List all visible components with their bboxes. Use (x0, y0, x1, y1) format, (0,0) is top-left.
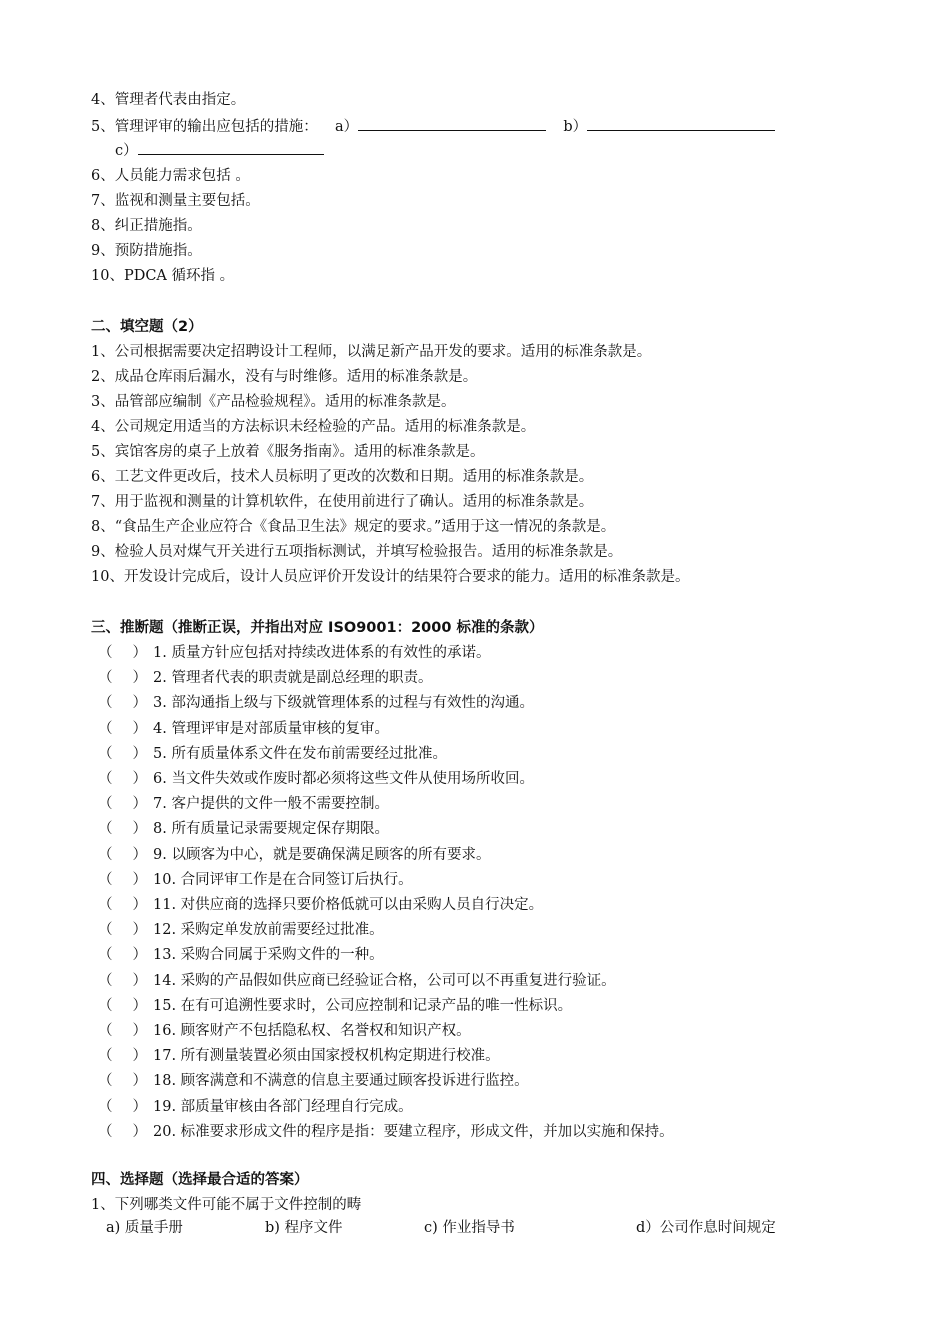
answer-paren-open[interactable]: （ (98, 871, 113, 888)
fill-item: 6、工艺文件更改后，技术人员标明了更改的次数和日期。适用的标准条款是。 (91, 469, 594, 485)
statement-text: 15. 在有可追溯性要求时，公司应控制和记录产品的唯一性标识。 (153, 997, 573, 1014)
answer-paren-close[interactable]: ） (132, 997, 147, 1014)
fill-item: 1、公司根据需要决定招聘设计工程师，以满足新产品开发的要求。适用的标准条款是。 (91, 344, 652, 360)
statement-text: 7. 客户提供的文件一般不需要控制。 (153, 796, 389, 813)
answer-paren-open[interactable]: （ (98, 695, 113, 712)
answer-paren-close[interactable]: ） (132, 947, 147, 964)
item-5-c (115, 140, 324, 161)
answer-paren-close[interactable]: ） (132, 972, 147, 989)
true-false-item (98, 693, 534, 713)
answer-paren-open[interactable]: （ (98, 897, 113, 913)
statement-text: 6. 当文件失效或作废时都必须将这些文件从使用场所收回。 (153, 771, 534, 787)
statement-text: 17. 所有测量装置必须由国家授权机构定期进行校准。 (153, 1048, 500, 1065)
section-2-title: 二、填空题（2） (91, 319, 203, 335)
true-false-item (98, 1046, 500, 1066)
statement-text: 19. 部质量审核由各部门经理自行完成。 (153, 1098, 413, 1115)
answer-paren-open[interactable]: （ (98, 645, 113, 661)
item-5-prefix: 5、管理评审的输出应包括的措施： (91, 119, 318, 135)
item-7: 7、监视和测量主要包括。 (91, 193, 260, 209)
item-5-b-label: b） (563, 119, 588, 135)
statement-text: 11. 对供应商的选择只要价格低就可以由采购人员自行决定。 (153, 897, 544, 913)
answer-paren-close[interactable]: ） (132, 695, 147, 712)
answer-paren-close[interactable]: ） (132, 922, 147, 939)
answer-paren-open[interactable]: （ (98, 720, 113, 737)
true-false-item (98, 1071, 529, 1091)
fill-item: 8、“食品生产企业应符合《食品卫生法》规定的要求。”适用于这一情况的条款是。 (91, 519, 616, 535)
item-9: 9、预防措施指。 (91, 243, 202, 259)
statement-text: 13. 采购合同属于采购文件的一种。 (153, 947, 384, 964)
answer-paren-open[interactable]: （ (98, 1098, 113, 1115)
answer-paren-open[interactable]: （ (98, 670, 113, 687)
blank-b (587, 116, 775, 131)
answer-paren-close[interactable]: ） (132, 645, 147, 661)
fill-item: 4、公司规定用适当的方法标识未经检验的产品。适用的标准条款是。 (91, 419, 536, 435)
fill-item: 2、成品仓库雨后漏水，没有与时维修。适用的标准条款是。 (91, 369, 478, 385)
item-6: 6、人员能力需求包括 。 (91, 168, 250, 184)
true-false-item (98, 895, 543, 915)
statement-text: 3. 部沟通指上级与下级就管理体系的过程与有效性的沟通。 (153, 695, 534, 712)
statement-text: 8. 所有质量记录需要规定保存期限。 (153, 821, 389, 838)
item-8: 8、纠正措施指。 (91, 218, 202, 234)
answer-paren-open[interactable]: （ (98, 796, 113, 813)
true-false-item (98, 819, 389, 839)
answer-paren-close[interactable]: ） (132, 846, 147, 863)
true-false-item (98, 870, 413, 890)
answer-paren-open[interactable]: （ (98, 846, 113, 863)
option-d[interactable]: d）公司作息时间规定 (636, 1220, 776, 1236)
item-5-a-label: a） (334, 119, 359, 135)
answer-paren-open[interactable]: （ (98, 947, 113, 964)
true-false-item (98, 996, 572, 1016)
answer-paren-close[interactable]: ） (132, 771, 147, 787)
true-false-item (98, 769, 534, 789)
statement-text: 2. 管理者代表的职责就是副总经理的职责。 (153, 670, 433, 687)
answer-paren-close[interactable]: ） (132, 720, 147, 737)
true-false-item (98, 971, 616, 991)
true-false-item (98, 920, 384, 940)
answer-paren-open[interactable]: （ (98, 1073, 113, 1090)
choice-question-1: 1、下列哪类文件可能不属于文件控制的畴 (91, 1197, 362, 1213)
answer-paren-close[interactable]: ） (132, 1123, 147, 1140)
answer-paren-close[interactable]: ） (132, 1098, 147, 1115)
answer-paren-close[interactable]: ） (132, 1073, 147, 1090)
statement-text: 16. 顾客财产不包括隐私权、名誉权和知识产权。 (153, 1023, 471, 1039)
option-a[interactable]: a) 质量手册 (106, 1220, 183, 1236)
true-false-item (98, 1097, 413, 1117)
true-false-item (98, 1122, 674, 1142)
blank-c (138, 140, 324, 155)
item-4: 4、管理者代表由指定。 (91, 92, 246, 108)
answer-paren-close[interactable]: ） (132, 821, 147, 838)
blank-a (358, 116, 546, 131)
answer-paren-close[interactable]: ） (132, 1023, 147, 1039)
true-false-item (98, 845, 490, 865)
true-false-item (98, 643, 490, 663)
item-5-c-label: c） (115, 143, 138, 159)
true-false-item (98, 744, 447, 764)
true-false-item (98, 668, 432, 688)
statement-text: 12. 采购定单发放前需要经过批准。 (153, 922, 384, 939)
item-10: 10、PDCA 循环指 。 (91, 268, 235, 284)
answer-paren-open[interactable]: （ (98, 771, 113, 787)
statement-text: 9. 以顾客为中心，就是要确保满足顾客的所有要求。 (153, 846, 491, 863)
option-b[interactable]: b) 程序文件 (265, 1220, 343, 1236)
answer-paren-close[interactable]: ） (132, 796, 147, 813)
answer-paren-close[interactable]: ） (132, 745, 147, 762)
answer-paren-open[interactable]: （ (98, 745, 113, 762)
answer-paren-open[interactable]: （ (98, 972, 113, 989)
fill-item: 10、开发设计完成后，设计人员应评价开发设计的结果符合要求的能力。适用的标准条款是。 (91, 569, 690, 585)
statement-text: 20. 标准要求形成文件的程序是指：要建立程序，形成文件，并加以实施和保持。 (153, 1123, 674, 1140)
answer-paren-open[interactable]: （ (98, 1048, 113, 1065)
statement-text: 4. 管理评审是对部质量审核的复审。 (153, 720, 389, 737)
statement-text: 10. 合同评审工作是在合同签订后执行。 (153, 871, 413, 888)
statement-text: 18. 顾客满意和不满意的信息主要通过顾客投诉进行监控。 (153, 1073, 529, 1090)
answer-paren-close[interactable]: ） (132, 670, 147, 687)
fill-item: 7、用于监视和测量的计算机软件，在使用前进行了确认。适用的标准条款是。 (91, 494, 594, 510)
fill-item: 5、宾馆客房的桌子上放着《服务指南》。适用的标准条款是。 (91, 444, 485, 460)
fill-item: 3、品管部应编制《产品检验规程》。适用的标准条款是。 (91, 394, 456, 410)
true-false-item (98, 794, 389, 814)
statement-text: 5. 所有质量体系文件在发布前需要经过批准。 (153, 745, 447, 762)
answer-paren-open[interactable]: （ (98, 997, 113, 1014)
statement-text: 14. 采购的产品假如供应商已经验证合格，公司可以不再重复进行验证。 (153, 972, 616, 989)
answer-paren-open[interactable]: （ (98, 1123, 113, 1140)
statement-text: 1. 质量方针应包括对持续改进体系的有效性的承诺。 (153, 645, 491, 661)
true-false-item (98, 945, 384, 965)
option-c[interactable]: c) 作业指导书 (424, 1220, 515, 1236)
answer-paren-open[interactable]: （ (98, 821, 113, 838)
answer-paren-open[interactable]: （ (98, 1023, 113, 1039)
answer-paren-open[interactable]: （ (98, 922, 113, 939)
answer-paren-close[interactable]: ） (132, 871, 147, 888)
fill-item: 9、检验人员对煤气开关进行五项指标测试，并填写检验报告。适用的标准条款是。 (91, 544, 623, 560)
answer-paren-close[interactable]: ） (132, 1048, 147, 1065)
section-3-title: 三、推断题（推断正误，并指出对应 ISO9001：2000 标准的条款） (91, 620, 544, 636)
true-false-item (98, 1021, 471, 1041)
answer-paren-close[interactable]: ） (132, 897, 147, 913)
item-5 (91, 116, 775, 137)
section-4-title: 四、选择题（选择最合适的答案） (91, 1172, 309, 1188)
true-false-item (98, 719, 389, 739)
